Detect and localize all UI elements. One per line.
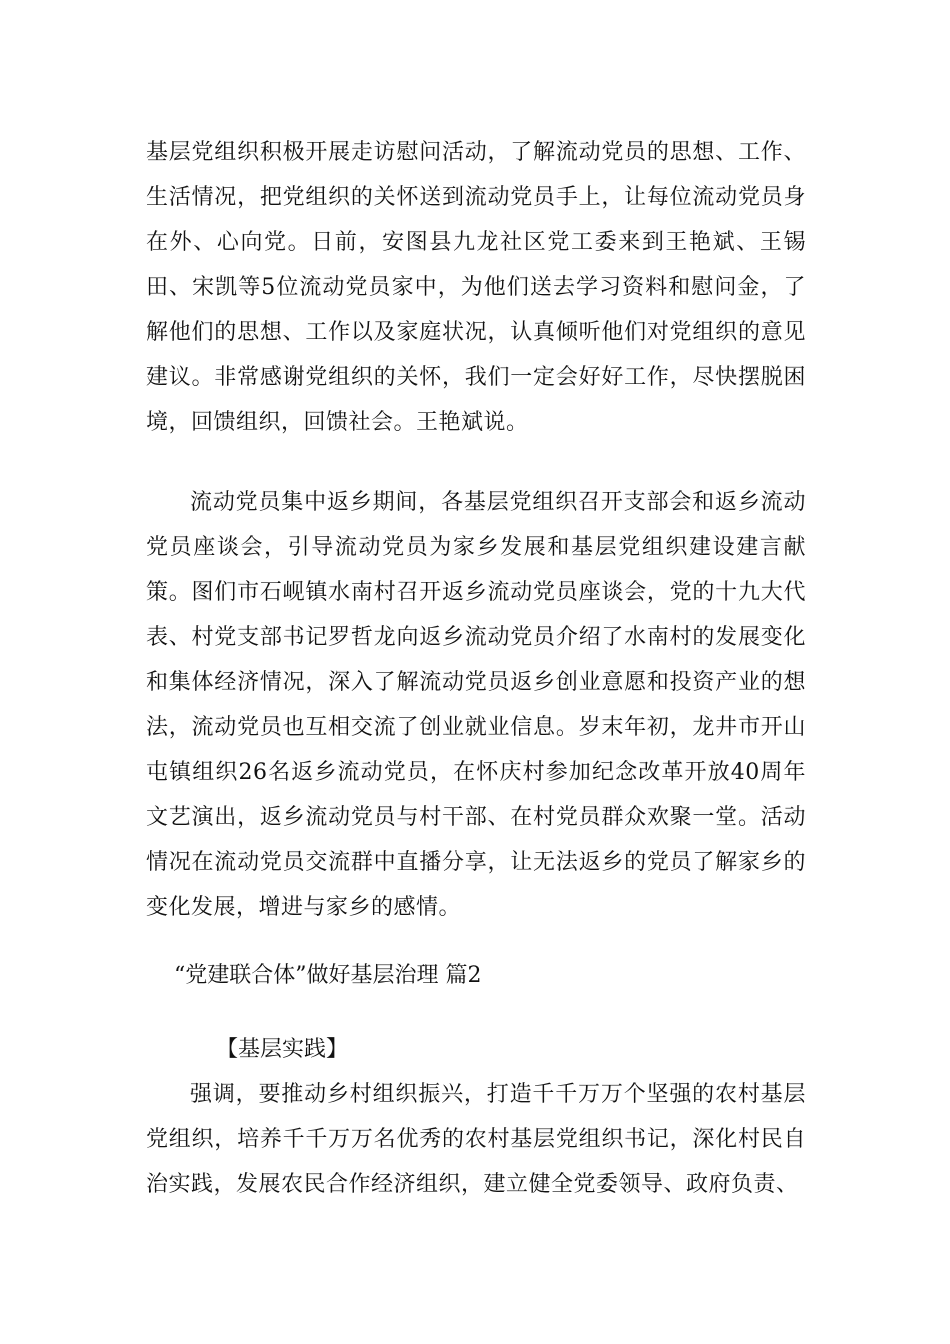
- body-paragraph-2: 流动党员集中返乡期间，各基层党组织召开支部会和返乡流动党员座谈会，引导流动党员为家乡发展和基层党组织建设建言献策。图们市石岘镇水南村召开返乡流动党员座谈会，党的十九大代表、村党支部书记罗哲龙向返乡流动党员介绍了水南村的发展变化和集体经济情况，深入了解流动党员返乡创业意愿和投资产业的想法，流动党员也互相交流了创业就业信息。岁末年初，龙井市开山屯镇组织26名返乡流动党员，在怀庆村参加纪念改革开放40周年文艺演出，返乡流动党员与村干部、在村党员群众欢聚一堂。活动情况在流动党员交流群中直播分享，让无法返乡的党员了解家乡的变化发展，增进与家乡的感情。: [146, 490, 806, 920]
- article-title: “党建联合体”做好基层治理 篇2: [174, 963, 482, 988]
- body-paragraph-3: 强调，要推动乡村组织振兴，打造千千万万个坚强的农村基层党组织，培养千千万万名优秀的农村基层党组织书记，深化村民自治实践，发展农民合作经济组织，建立健全党委领导、政府负责、: [146, 1082, 806, 1197]
- section-heading: 【基层实践】: [216, 1037, 349, 1062]
- body-paragraph-1: 基层党组织积极开展走访慰问活动，了解流动党员的思想、工作、生活情况，把党组织的关怀送到流动党员手上，让每位流动党员身在外、心向党。日前，安图县九龙社区党工委来到王艳斌、王锡田、宋凯等5位流动党员家中，为他们送去学习资料和慰问金，了解他们的思想、工作以及家庭状况，认真倾听他们对党组织的意见建议。非常感谢党组织的关怀，我们一定会好好工作，尽快摆脱困境，回馈组织，回馈社会。王艳斌说。: [146, 140, 806, 435]
